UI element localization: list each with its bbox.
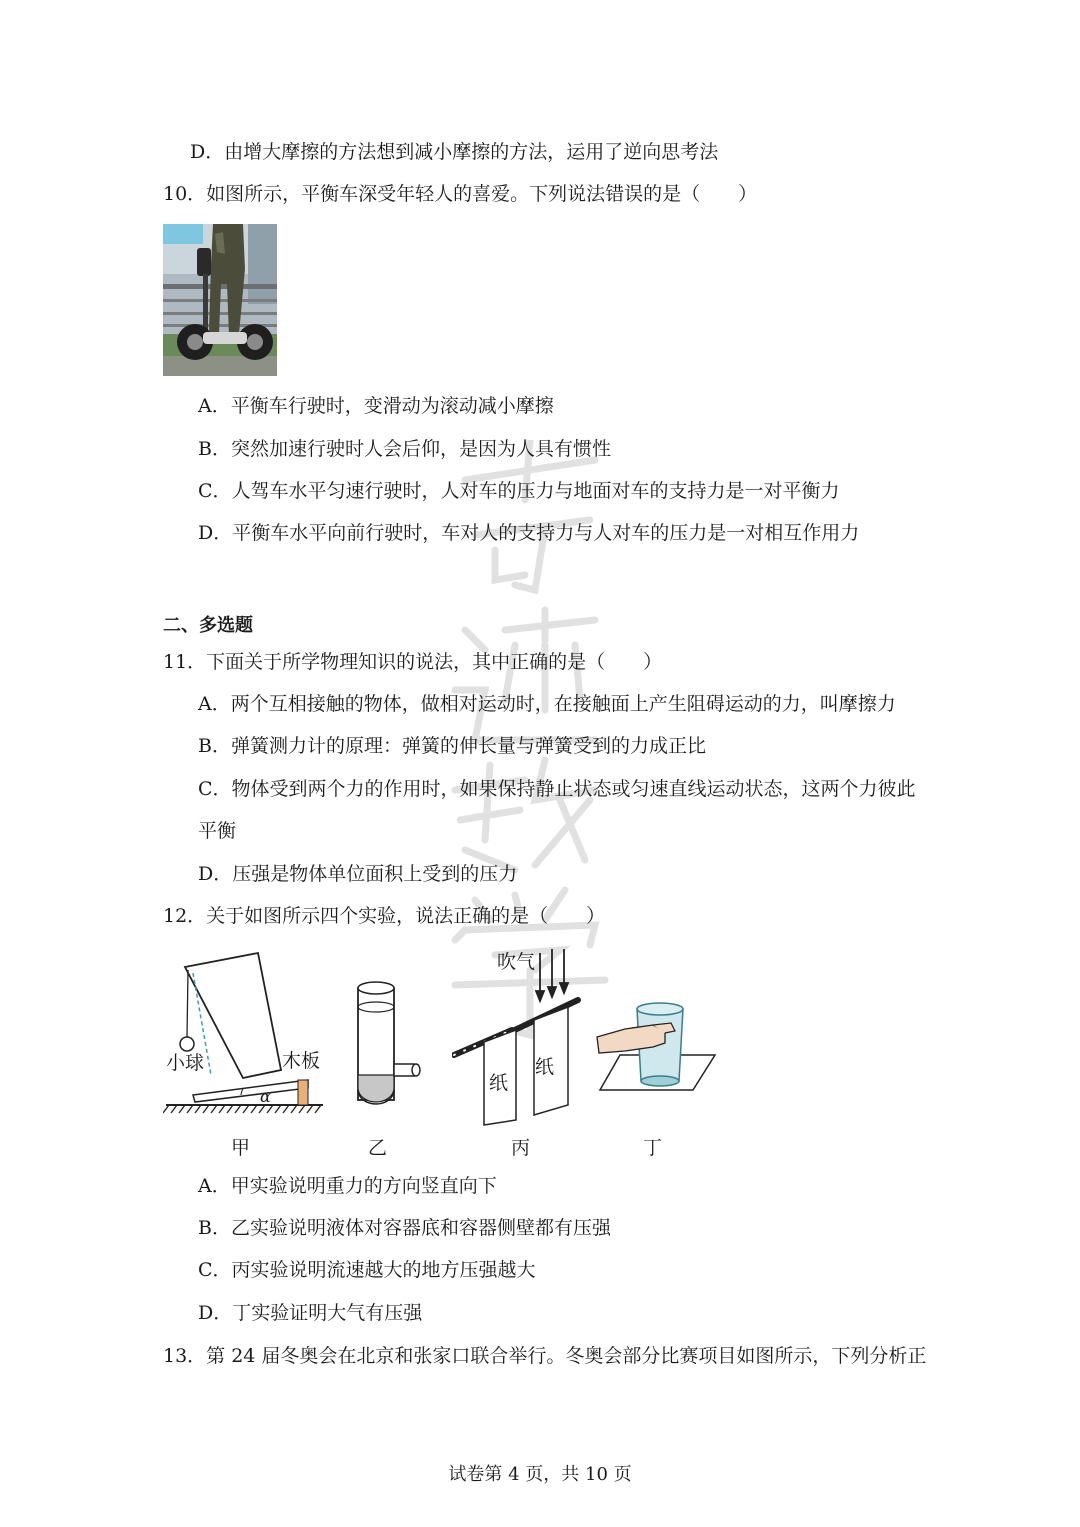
- label-angle: α: [260, 1087, 271, 1106]
- prev-option-d: D．由增大摩擦的方法想到减小摩擦的方法，运用了逆向思考法: [190, 141, 719, 163]
- balance-scooter-photo: [163, 224, 277, 376]
- label-ding: 丁: [643, 1137, 663, 1159]
- question-10-option-c: C．人驾车水平匀速行驶时，人对车的压力与地面对车的支持力是一对平衡力: [198, 480, 840, 502]
- label-paper-left: 纸: [489, 1072, 509, 1094]
- label-bing: 丙: [511, 1137, 531, 1159]
- figure-yi-liquid-container: [350, 980, 430, 1110]
- question-10-option-d: D．平衡车水平向前行驶时，车对人的支持力与人对车的压力是一对相互作用力: [198, 522, 860, 544]
- question-11-stem: 11．下面关于所学物理知识的说法，其中正确的是（ ）: [163, 651, 663, 673]
- label-blow: 吹气: [497, 951, 536, 973]
- question-12-stem: 12．关于如图所示四个实验，说法正确的是（ ）: [163, 905, 606, 927]
- question-11-option-b: B．弹簧测力计的原理：弹簧的伸长量与弹簧受到的力成正比: [198, 735, 706, 757]
- label-jia: 甲: [231, 1137, 251, 1159]
- question-11-option-c-continued: 平衡: [198, 820, 237, 842]
- section-2-title: 二、多选题: [163, 615, 253, 636]
- question-12-option-c: C．丙实验说明流速越大的地方压强越大: [198, 1259, 536, 1281]
- balance-scooter-image: [163, 224, 277, 376]
- label-ball: 小球: [166, 1052, 205, 1074]
- question-10-stem: 10．如图所示，平衡车深受年轻人的喜爱。下列说法错误的是（ ）: [163, 183, 758, 205]
- question-12-option-a: A．甲实验说明重力的方向竖直向下: [198, 1175, 497, 1197]
- question-10-option-a: A．平衡车行驶时，变滑动为滚动减小摩擦: [198, 395, 554, 417]
- page-footer: 试卷第 4 页，共 10 页: [448, 1464, 632, 1485]
- figure-jia-plumb-line: [163, 945, 333, 1115]
- question-10-option-b: B．突然加速行驶时人会后仰，是因为人具有惯性: [198, 438, 611, 460]
- question-12-option-d: D．丁实验证明大气有压强: [198, 1302, 423, 1324]
- label-board: 木板: [282, 1050, 321, 1072]
- figure-ding-inverted-cup: [595, 995, 720, 1095]
- question-11-option-c: C．物体受到两个力的作用时，如果保持静止状态或匀速直线运动状态，这两个力彼此: [198, 778, 916, 800]
- label-yi: 乙: [368, 1137, 388, 1159]
- question-11-option-a: A．两个互相接触的物体，做相对运动时，在接触面上产生阻碍运动的力，叫摩擦力: [198, 693, 896, 715]
- question-12-option-b: B．乙实验说明液体对容器底和容器侧壁都有压强: [198, 1217, 611, 1239]
- label-paper-right: 纸: [535, 1056, 555, 1078]
- question-13-stem: 13．第 24 届冬奥会在北京和张家口联合举行。冬奥会部分比赛项目如图所示，下列分析正: [163, 1345, 927, 1367]
- question-11-option-d: D．压强是物体单位面积上受到的压力: [198, 863, 518, 885]
